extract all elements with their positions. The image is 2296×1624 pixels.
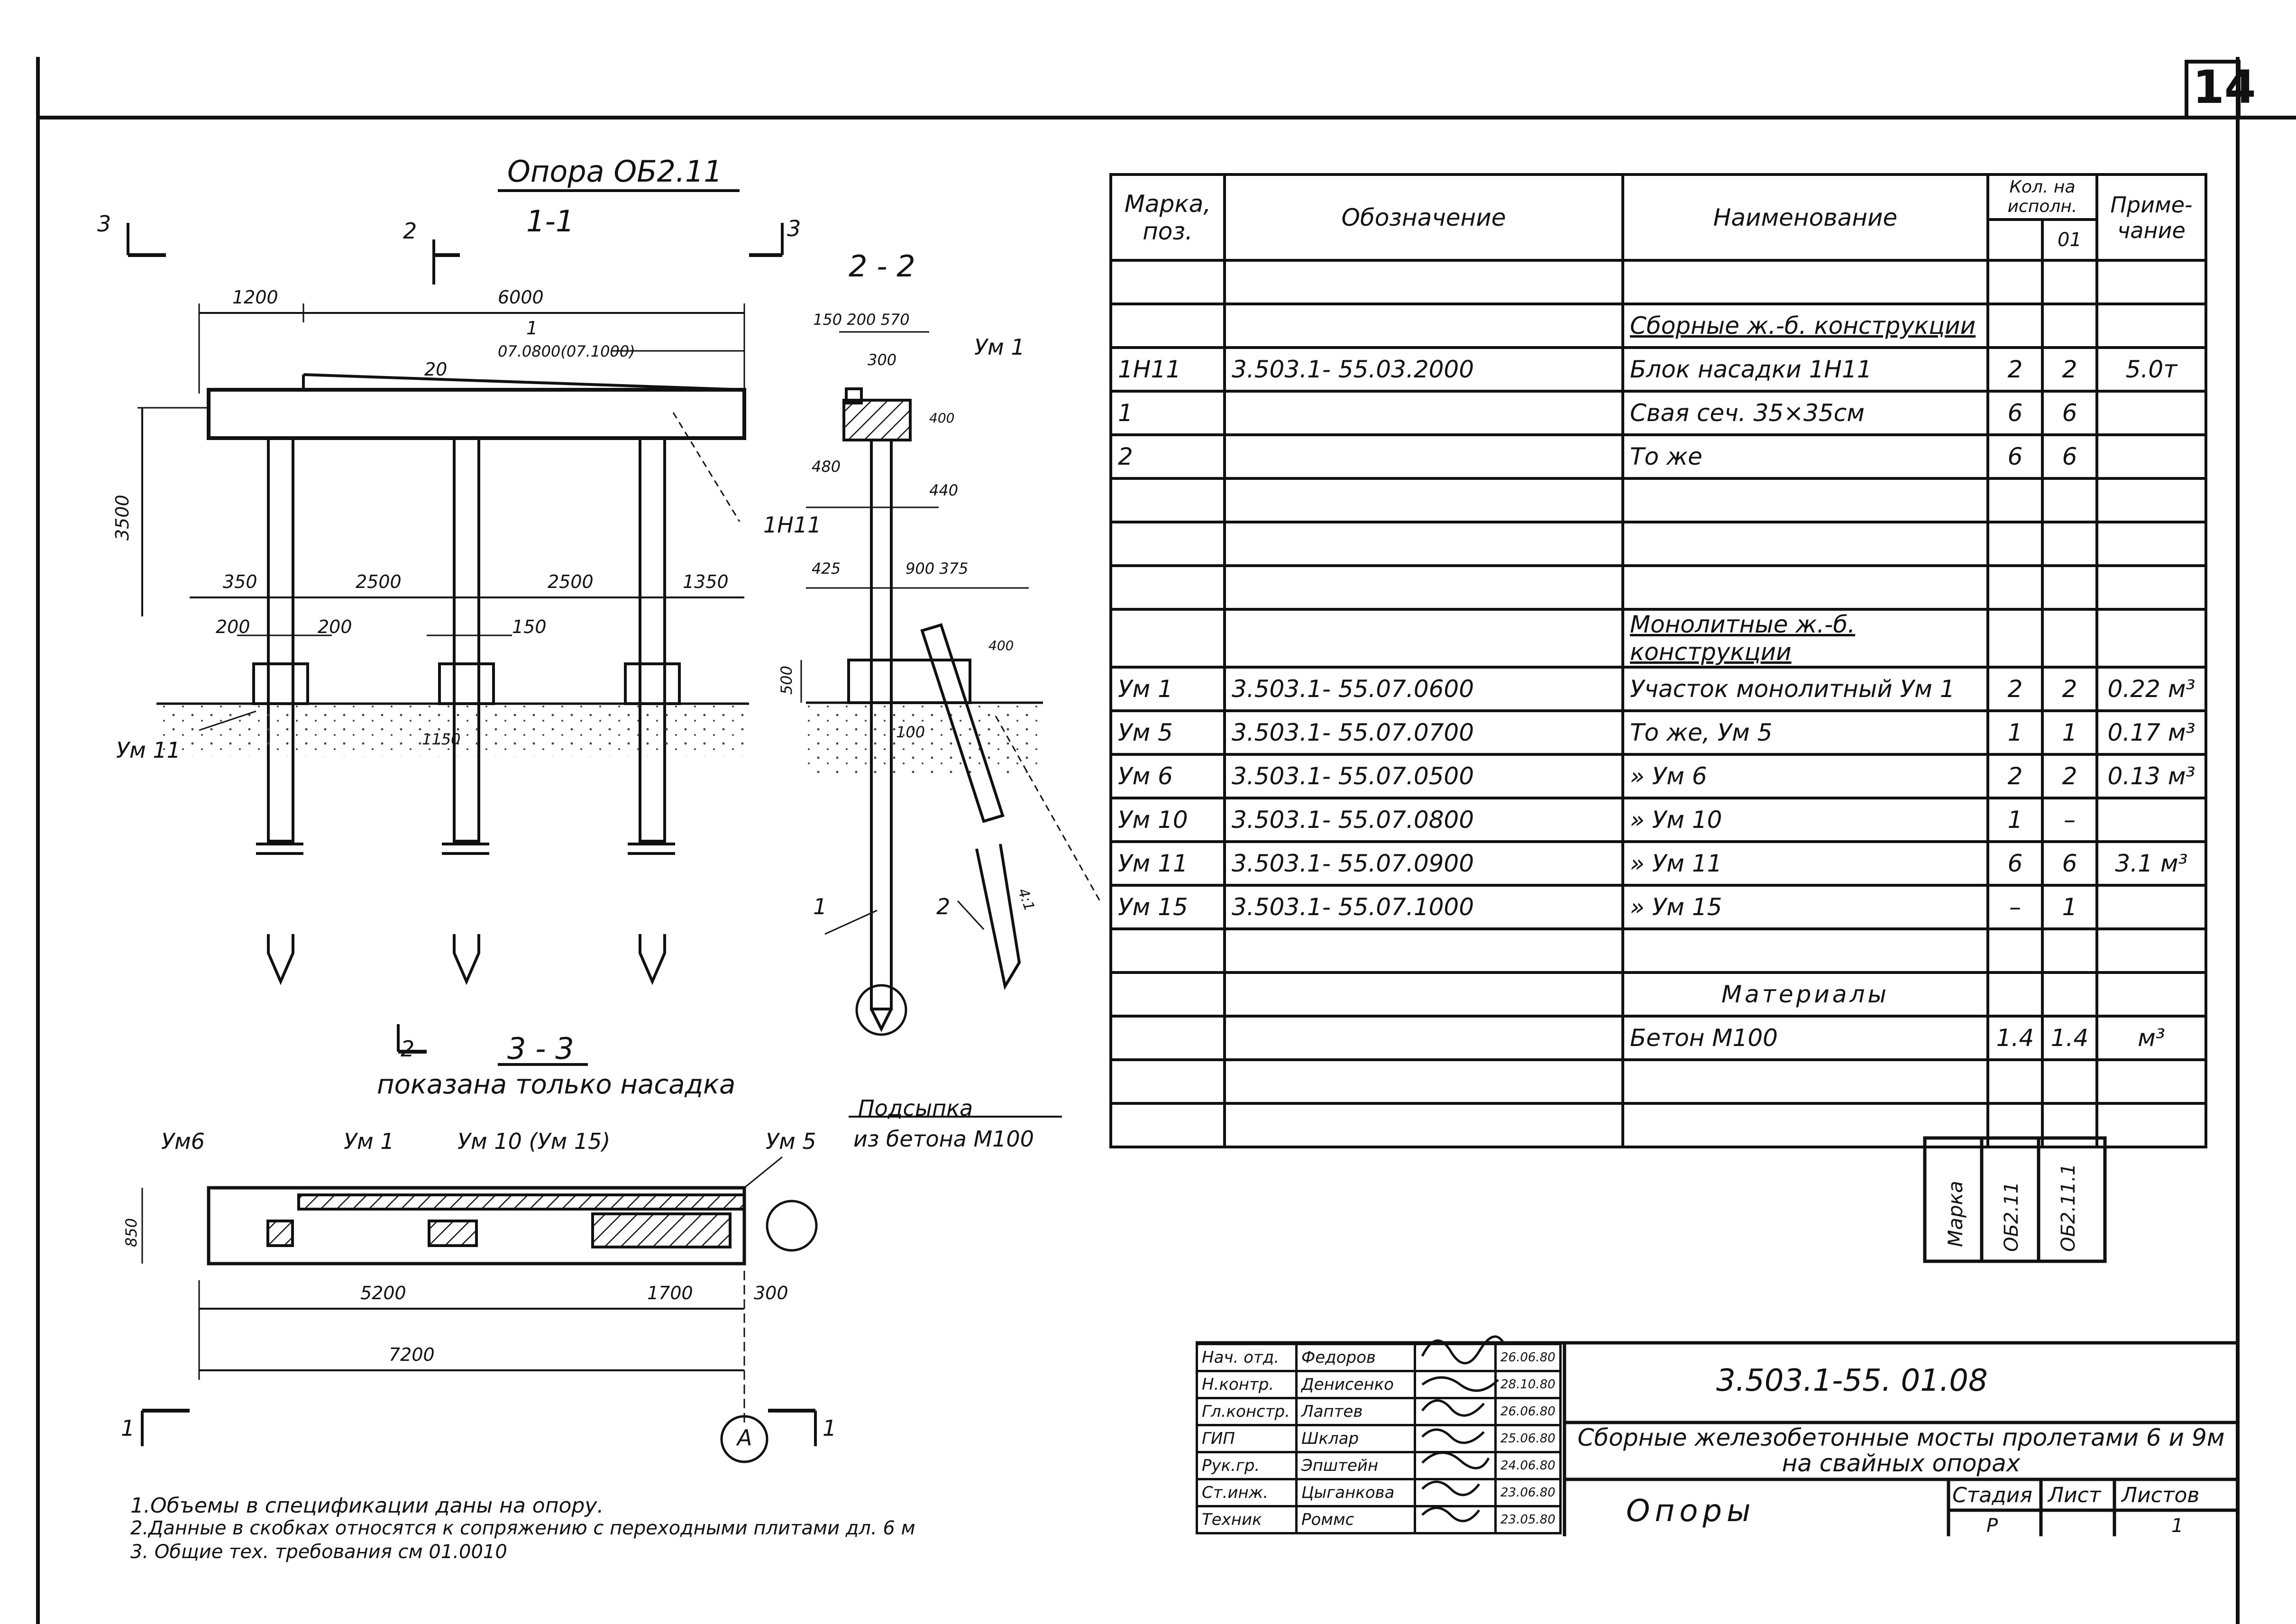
spec-cell-designation: 3.503.1- 55.07.1000 <box>1225 885 1623 929</box>
spec-row <box>1111 667 2206 711</box>
doc-code: 3.503.1-55. 01.08 <box>1716 1363 1988 1398</box>
spec-cell-qty-1 <box>1988 478 2042 522</box>
spec-cell-qty-01 <box>2042 304 2097 348</box>
spec-cell-note <box>2097 798 2206 842</box>
spec-row <box>1111 566 2206 609</box>
spec-cell-qty-01: 1.4 <box>2042 1016 2097 1060</box>
section-3-3-note: показана только насадка <box>377 1069 736 1100</box>
spec-cell-mark: Ум 11 <box>1111 842 1225 885</box>
spec-row <box>1111 842 2206 885</box>
spec-cell-qty-1: 1 <box>1988 711 2042 754</box>
spec-cell-qty-1: 2 <box>1988 348 2042 391</box>
dim-900: 900 <box>906 560 935 578</box>
header-qty-01: 01 <box>2042 220 2097 260</box>
spec-row <box>1111 260 2206 304</box>
pile-label-1: 1 <box>813 894 827 919</box>
signature-cell <box>1415 1479 1496 1506</box>
signer-name: Лаптев <box>1297 1398 1415 1425</box>
ref-note: 07.0800(07.1000) <box>498 342 635 360</box>
spec-cell-name: То же, Ум 5 <box>1623 711 1988 754</box>
spec-cell-qty-1 <box>1988 1060 2042 1103</box>
spec-cell-qty-1 <box>1988 566 2042 609</box>
label-1n11: 1Н11 <box>763 512 822 538</box>
header-mark: Марка, поз. <box>1111 174 1225 260</box>
signer-role: Ст.инж. <box>1197 1479 1297 1506</box>
axis-a: A <box>737 1425 752 1450</box>
stage-label: Стадия <box>1952 1483 2032 1507</box>
signature-cell <box>1415 1371 1496 1398</box>
cut-mark-1-left: 1 <box>121 1415 135 1441</box>
spec-cell-name: » Ум 6 <box>1623 754 1988 798</box>
dim-300-plan: 300 <box>754 1283 788 1303</box>
spec-cell-name <box>1623 260 1988 304</box>
spec-row <box>1111 973 2206 1016</box>
spec-cell-note <box>2097 522 2206 566</box>
header-qty: Кол. на исполн. <box>1988 174 2097 220</box>
spec-cell-qty-01: 2 <box>2042 754 2097 798</box>
spec-cell-note <box>2097 566 2206 609</box>
spec-cell-name: Материалы <box>1623 973 1988 1016</box>
signature-cell <box>1415 1425 1496 1452</box>
section-3-3-title: 3 - 3 <box>507 1031 574 1066</box>
signature-row <box>1197 1479 1561 1506</box>
spec-cell-mark <box>1111 929 1225 973</box>
dim-900-375 <box>906 560 968 578</box>
dim-440: 440 <box>929 481 959 499</box>
spec-cell-note: м³ <box>2097 1016 2206 1060</box>
sheets-value: 1 <box>2171 1515 2184 1537</box>
spec-cell-qty-1 <box>1988 929 2042 973</box>
spec-cell-qty-01 <box>2042 1103 2097 1147</box>
spec-cell-note <box>2097 1103 2206 1147</box>
spec-cell-designation <box>1225 1060 1623 1103</box>
signer-role: Рук.гр. <box>1197 1452 1297 1479</box>
spec-cell-qty-1: 2 <box>1988 667 2042 711</box>
spec-cell-note <box>2097 260 2206 304</box>
spec-cell-name: » Ум 11 <box>1623 842 1988 885</box>
spec-cell-designation: 3.503.1- 55.07.0600 <box>1225 667 1623 711</box>
spec-cell-mark <box>1111 522 1225 566</box>
spec-cell-qty-01 <box>2042 973 2097 1016</box>
spec-row <box>1111 478 2206 522</box>
spec-cell-mark <box>1111 1060 1225 1103</box>
dim-6000: 6000 <box>498 287 544 308</box>
dim-400: 400 <box>929 410 955 426</box>
section-2-2-title: 2 - 2 <box>849 249 915 284</box>
specification-table <box>1109 173 2207 1148</box>
fill-note-line1: Подсыпка <box>858 1095 973 1121</box>
label-um6: Ум6 <box>161 1129 205 1154</box>
spec-cell-name: Блок насадки 1Н11 <box>1623 348 1988 391</box>
spec-cell-qty-1: 6 <box>1988 842 2042 885</box>
spec-cell-designation <box>1225 1103 1623 1147</box>
note-3: 3. Общие тех. требования см 01.0010 <box>130 1541 507 1563</box>
signature-cell <box>1415 1398 1496 1425</box>
spec-row <box>1111 391 2206 435</box>
dim-200-c: 200 <box>847 311 876 329</box>
spec-cell-name: Участок монолитный Ум 1 <box>1623 667 1988 711</box>
spec-cell-designation <box>1225 435 1623 478</box>
spec-cell-designation <box>1225 522 1623 566</box>
pile-label-2: 2 <box>936 894 951 919</box>
ref-1: 1 <box>526 318 538 339</box>
spec-cell-mark <box>1111 304 1225 348</box>
dim-200-b: 200 <box>318 616 352 637</box>
signature-row <box>1197 1452 1561 1479</box>
spec-cell-qty-01: 2 <box>2042 667 2097 711</box>
spec-cell-qty-1: 2 <box>1988 754 2042 798</box>
label-um11: Ум 11 <box>116 737 181 763</box>
spec-row <box>1111 304 2206 348</box>
spec-cell-mark <box>1111 1103 1225 1147</box>
cut-mark-2-lower: 2 <box>401 1036 415 1062</box>
spec-row <box>1111 1016 2206 1060</box>
dim-150: 150 <box>512 616 547 637</box>
spec-cell-mark: 2 <box>1111 435 1225 478</box>
signature-cell <box>1415 1452 1496 1479</box>
spec-cell-qty-01: 6 <box>2042 435 2097 478</box>
cut-mark-2: 2 <box>403 218 417 244</box>
spec-cell-note: 0.22 м³ <box>2097 667 2206 711</box>
dim-375: 375 <box>939 560 969 578</box>
cut-mark-3-right: 3 <box>787 216 801 241</box>
spec-cell-designation <box>1225 260 1623 304</box>
spec-cell-qty-01 <box>2042 522 2097 566</box>
spec-cell-note <box>2097 435 2206 478</box>
spec-row <box>1111 435 2206 478</box>
spec-cell-designation <box>1225 929 1623 973</box>
spec-cell-qty-1: – <box>1988 885 2042 929</box>
spec-cell-name: » Ум 15 <box>1623 885 1988 929</box>
dim-150-b: 150 <box>813 311 842 329</box>
dim-1350: 1350 <box>683 571 729 592</box>
signature-cell <box>1415 1506 1496 1533</box>
spec-cell-name: Бетон М100 <box>1623 1016 1988 1060</box>
spec-cell-qty-01: 1 <box>2042 885 2097 929</box>
spec-cell-designation: 3.503.1- 55.07.0700 <box>1225 711 1623 754</box>
note-1: 1.Объемы в спецификации даны на опору. <box>130 1494 604 1518</box>
spec-cell-note <box>2097 391 2206 435</box>
dim-850: 850 <box>122 1218 140 1247</box>
spec-cell-mark <box>1111 609 1225 667</box>
spec-row <box>1111 1103 2206 1147</box>
header-name: Наименование <box>1623 174 1988 260</box>
spec-cell-note <box>2097 973 2206 1016</box>
spec-row <box>1111 609 2206 667</box>
header-designation: Обозначение <box>1225 174 1623 260</box>
spec-cell-name: Свая сеч. 35×35см <box>1623 391 1988 435</box>
section-1-1-graphics <box>128 223 782 982</box>
marka-col2-label: ОБ2.11.1 <box>2058 1163 2079 1252</box>
stage-value: Р <box>1986 1515 1998 1537</box>
note-2: 2.Данные в скобках относятся к сопряжению с переходными плитами дл. 6 м <box>130 1517 915 1539</box>
spec-cell-mark: Ум 10 <box>1111 798 1225 842</box>
spec-cell-qty-01: 1 <box>2042 711 2097 754</box>
spec-cell-qty-1 <box>1988 1103 2042 1147</box>
spec-cell-mark <box>1111 260 1225 304</box>
spec-cell-designation: 3.503.1- 55.07.0500 <box>1225 754 1623 798</box>
signer-date: 23.05.80 <box>1496 1506 1561 1533</box>
signer-date: 25.06.80 <box>1496 1425 1561 1452</box>
signer-date: 23.06.80 <box>1496 1479 1561 1506</box>
drawing-title: Опора ОБ2.11 <box>507 154 723 189</box>
dim-slope-20: 20 <box>424 359 448 380</box>
spec-cell-note <box>2097 478 2206 522</box>
dim-2500-b: 2500 <box>548 571 594 592</box>
spec-cell-qty-01 <box>2042 260 2097 304</box>
spec-cell-designation <box>1225 1016 1623 1060</box>
section-1-1-title: 1-1 <box>526 204 575 239</box>
signature-cell <box>1415 1344 1496 1371</box>
marka-col1-label: ОБ2.11 <box>2001 1182 2022 1252</box>
signer-name: Денисенко <box>1297 1371 1415 1398</box>
spec-cell-qty-01: 6 <box>2042 391 2097 435</box>
signer-date: 28.10.80 <box>1496 1371 1561 1398</box>
dim-500: 500 <box>778 665 796 695</box>
marka-vertical-label: Марка <box>1944 1181 1967 1247</box>
dim-100: 100 <box>896 723 925 741</box>
fill-note-line2: из бетона М100 <box>853 1126 1034 1152</box>
dim-350: 350 <box>223 571 257 592</box>
sheets-label: Листов <box>2122 1483 2200 1507</box>
project-title: Сборные железобетонные мосты пролетами 6 и 9м на свайных опорах <box>1577 1424 2225 1477</box>
spec-cell-name: То же <box>1623 435 1988 478</box>
spec-cell-name: Монолитные ж.-б. конструкции <box>1623 609 1988 667</box>
spec-cell-qty-01 <box>2042 929 2097 973</box>
dim-400-b: 400 <box>988 638 1014 653</box>
spec-cell-mark <box>1111 478 1225 522</box>
dim-480: 480 <box>812 458 841 476</box>
signer-name: Эпштейн <box>1297 1452 1415 1479</box>
spec-row <box>1111 885 2206 929</box>
dim-200-a: 200 <box>216 616 250 637</box>
signer-role: ГИП <box>1197 1425 1297 1452</box>
spec-cell-designation <box>1225 973 1623 1016</box>
dim-425: 425 <box>812 560 841 578</box>
signer-name: Цыганкова <box>1297 1479 1415 1506</box>
spec-cell-designation <box>1225 391 1623 435</box>
signer-name: Федоров <box>1297 1344 1415 1371</box>
signature-row <box>1197 1506 1561 1533</box>
spec-cell-note: 3.1 м³ <box>2097 842 2206 885</box>
slope-4-1: 4:1 <box>1014 886 1038 914</box>
spec-cell-name: Сборные ж.-б. конструкции <box>1623 304 1988 348</box>
spec-rows <box>1111 260 2206 1147</box>
signer-role: Нач. отд. <box>1197 1344 1297 1371</box>
label-um1-plan: Ум 1 <box>344 1129 394 1154</box>
spec-cell-mark: 1 <box>1111 391 1225 435</box>
spec-cell-qty-01: – <box>2042 798 2097 842</box>
signer-name: Роммс <box>1297 1506 1415 1533</box>
sheet-number: 14 <box>2193 61 2256 114</box>
spec-row <box>1111 1060 2206 1103</box>
spec-cell-note <box>2097 929 2206 973</box>
signer-date: 24.06.80 <box>1496 1452 1561 1479</box>
signer-date: 26.06.80 <box>1496 1344 1561 1371</box>
spec-row <box>1111 711 2206 754</box>
dim-2500-a: 2500 <box>356 571 402 592</box>
signature-row <box>1197 1371 1561 1398</box>
spec-cell-qty-01 <box>2042 1060 2097 1103</box>
spec-cell-qty-1 <box>1988 304 2042 348</box>
spec-cell-mark <box>1111 1016 1225 1060</box>
section-2-2-graphics <box>801 332 1100 1035</box>
spec-cell-note <box>2097 885 2206 929</box>
spec-cell-designation <box>1225 478 1623 522</box>
signer-role: Техник <box>1197 1506 1297 1533</box>
spec-cell-mark <box>1111 973 1225 1016</box>
signer-role: Гл.констр. <box>1197 1398 1297 1425</box>
sheet-title: Опоры <box>1626 1494 1756 1529</box>
spec-cell-qty-01: 6 <box>2042 842 2097 885</box>
spec-row <box>1111 522 2206 566</box>
label-um5: Ум 5 <box>766 1129 816 1154</box>
signature-row <box>1197 1425 1561 1452</box>
spec-cell-qty-1: 1 <box>1988 798 2042 842</box>
dim-570: 570 <box>880 311 910 329</box>
spec-cell-mark: Ум 6 <box>1111 754 1225 798</box>
spec-cell-name: » Ум 10 <box>1623 798 1988 842</box>
spec-cell-designation <box>1225 566 1623 609</box>
label-um10: Ум 10 (Ум 15) <box>457 1129 611 1154</box>
spec-cell-note <box>2097 304 2206 348</box>
header-qty-blank <box>1988 220 2042 260</box>
spec-cell-qty-01 <box>2042 478 2097 522</box>
spec-cell-designation: 3.503.1- 55.07.0900 <box>1225 842 1623 885</box>
spec-cell-designation <box>1225 304 1623 348</box>
dim-7200: 7200 <box>389 1344 435 1365</box>
dim-300: 300 <box>868 351 897 369</box>
spec-cell-name <box>1623 478 1988 522</box>
signer-name: Шклар <box>1297 1425 1415 1452</box>
header-note: Приме- чание <box>2097 174 2206 260</box>
signature-table <box>1196 1343 1562 1534</box>
dim-1150: 1150 <box>422 730 461 748</box>
spec-cell-designation: 3.503.1- 55.07.0800 <box>1225 798 1623 842</box>
dim-3500: 3500 <box>112 495 133 541</box>
spec-cell-name <box>1623 522 1988 566</box>
spec-cell-mark: Ум 5 <box>1111 711 1225 754</box>
signer-date: 26.06.80 <box>1496 1398 1561 1425</box>
spec-cell-mark: 1Н11 <box>1111 348 1225 391</box>
signer-role: Н.контр. <box>1197 1371 1297 1398</box>
signature-row <box>1197 1398 1561 1425</box>
spec-row <box>1111 754 2206 798</box>
spec-cell-designation: 3.503.1- 55.03.2000 <box>1225 348 1623 391</box>
sheet-label: Лист <box>2048 1483 2101 1507</box>
spec-cell-name <box>1623 566 1988 609</box>
dim-1200: 1200 <box>232 287 278 308</box>
spec-cell-name <box>1623 929 1988 973</box>
spec-cell-qty-1 <box>1988 609 2042 667</box>
label-um1-section: Ум 1 <box>974 334 1025 360</box>
spec-cell-note <box>2097 609 2206 667</box>
spec-cell-note: 0.13 м³ <box>2097 754 2206 798</box>
spec-cell-note: 5.0т <box>2097 348 2206 391</box>
spec-cell-note <box>2097 1060 2206 1103</box>
spec-cell-qty-1 <box>1988 260 2042 304</box>
spec-cell-qty-01 <box>2042 566 2097 609</box>
spec-cell-qty-1: 6 <box>1988 435 2042 478</box>
spec-cell-qty-01 <box>2042 609 2097 667</box>
spec-cell-designation <box>1225 609 1623 667</box>
spec-cell-qty-01: 2 <box>2042 348 2097 391</box>
spec-cell-note: 0.17 м³ <box>2097 711 2206 754</box>
spec-cell-qty-1: 1.4 <box>1988 1016 2042 1060</box>
spec-cell-mark: Ум 15 <box>1111 885 1225 929</box>
spec-row <box>1111 798 2206 842</box>
spec-cell-mark: Ум 1 <box>1111 667 1225 711</box>
spec-cell-qty-1 <box>1988 522 2042 566</box>
dim-1700: 1700 <box>647 1283 693 1303</box>
dim-5200: 5200 <box>360 1283 406 1303</box>
spec-cell-mark <box>1111 566 1225 609</box>
spec-cell-name <box>1623 1060 1988 1103</box>
spec-row <box>1111 929 2206 973</box>
spec-row <box>1111 348 2206 391</box>
spec-cell-name <box>1623 1103 1988 1147</box>
spec-cell-qty-1: 6 <box>1988 391 2042 435</box>
cut-mark-1-right: 1 <box>823 1415 837 1441</box>
cut-mark-3-left: 3 <box>97 211 111 237</box>
dim-150-200-570 <box>813 311 910 329</box>
spec-cell-qty-1 <box>1988 973 2042 1016</box>
signature-row <box>1197 1344 1561 1371</box>
